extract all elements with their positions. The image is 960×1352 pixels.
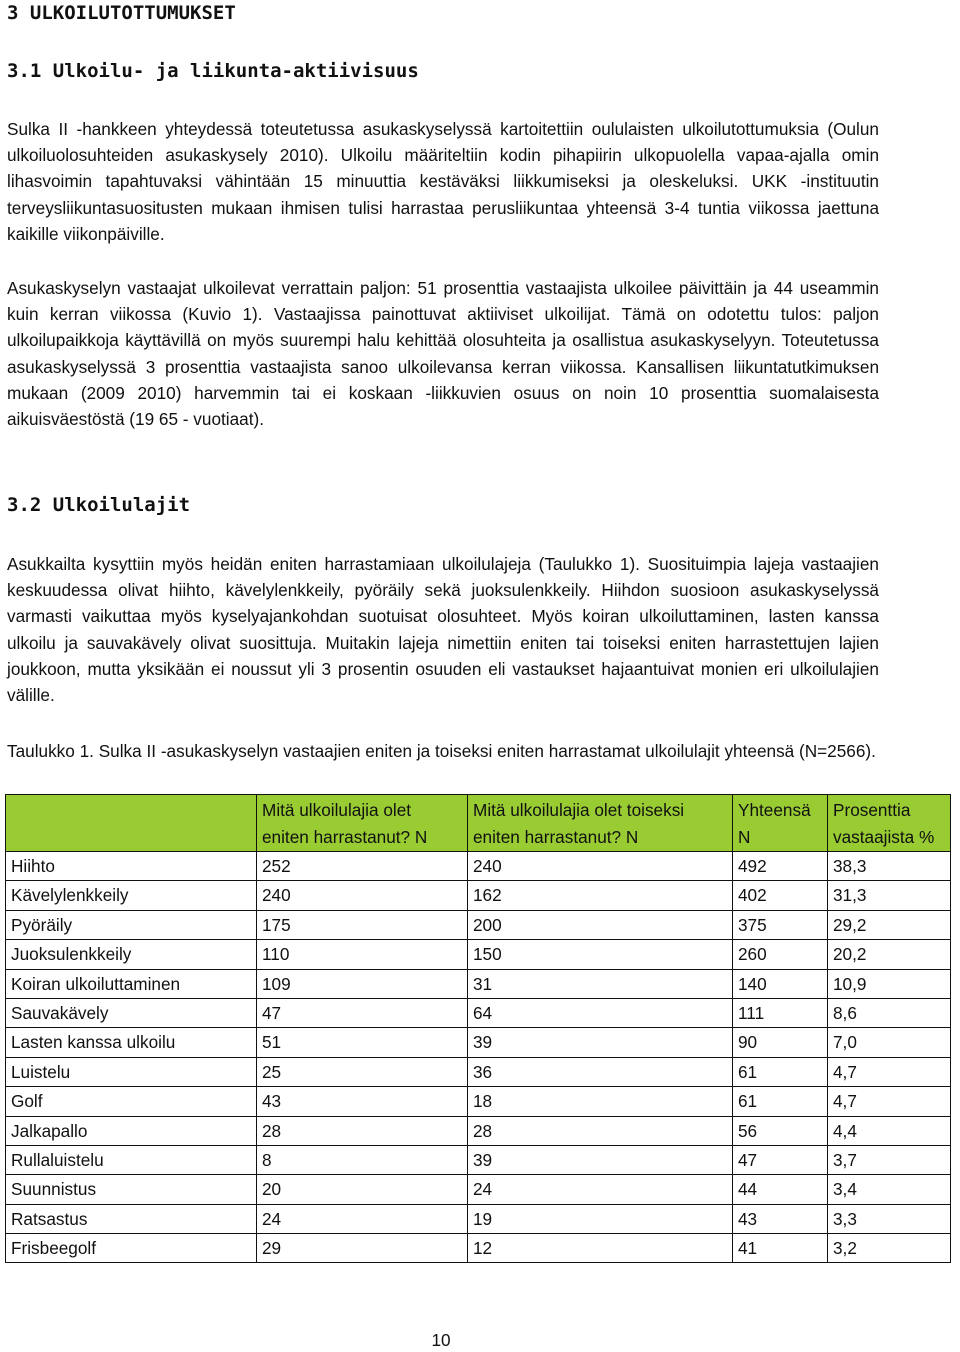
cell-percent: 3,4 bbox=[828, 1175, 951, 1204]
table-header-row bbox=[6, 795, 951, 852]
table-row bbox=[6, 1234, 951, 1263]
cell-most: 109 bbox=[257, 969, 468, 998]
table-caption: Taulukko 1. Sulka II -asukaskyselyn vastaajien eniten ja toiseksi eniten harrastamat ulkoilulajit yhteensä (N=2566). bbox=[7, 741, 876, 761]
cell-sport: Ratsastus bbox=[6, 1204, 257, 1233]
header-cell-total: Yhteensä N bbox=[733, 795, 828, 852]
cell-second: 240 bbox=[468, 852, 733, 881]
cell-second: 19 bbox=[468, 1204, 733, 1233]
cell-total: 111 bbox=[733, 998, 828, 1027]
header-cell-most: Mitä ulkoilulajia olet eniten harrastanut? N bbox=[257, 795, 468, 852]
cell-most: 43 bbox=[257, 1087, 468, 1116]
cell-second: 18 bbox=[468, 1087, 733, 1116]
paragraph-outdoor-definition: Sulka II -hankkeen yhteydessä toteutetussa asukaskyselyssä kartoitettiin oululaisten ulkoilutottumuksia (Oulun ulkoiluolosuhteiden asukaskysely 2010). Ulkoilu määriteltiin kodin pihapiirin ulkopuolella vapaa-ajalla omin lihasvoimin tapahtuvaksi vähintään 15 minuuttia kestäväksi liikkumiseksi ja oleskeluksi. UKK -instituutin terveysliikuntasuositusten mukaan ihmisen tulisi harrastaa perusliikuntaa yhteensä 3-4 tuntia viikossa jaettuna kaikille viikonpäiville. bbox=[7, 119, 879, 244]
table-row bbox=[6, 969, 951, 998]
cell-sport: Juoksulenkkeily bbox=[6, 940, 257, 969]
cell-sport: Kävelylenkkeily bbox=[6, 881, 257, 910]
cell-second: 36 bbox=[468, 1057, 733, 1086]
cell-second: 162 bbox=[468, 881, 733, 910]
cell-most: 25 bbox=[257, 1057, 468, 1086]
cell-percent: 4,7 bbox=[828, 1087, 951, 1116]
cell-most: 175 bbox=[257, 910, 468, 939]
cell-percent: 29,2 bbox=[828, 910, 951, 939]
cell-most: 110 bbox=[257, 940, 468, 969]
cell-percent: 10,9 bbox=[828, 969, 951, 998]
cell-second: 39 bbox=[468, 1028, 733, 1057]
cell-percent: 7,0 bbox=[828, 1028, 951, 1057]
cell-most: 8 bbox=[257, 1145, 468, 1174]
table-row bbox=[6, 940, 951, 969]
table-row bbox=[6, 1145, 951, 1174]
cell-second: 24 bbox=[468, 1175, 733, 1204]
cell-total: 61 bbox=[733, 1057, 828, 1086]
cell-total: 43 bbox=[733, 1204, 828, 1233]
cell-sport: Lasten kanssa ulkoilu bbox=[6, 1028, 257, 1057]
cell-most: 47 bbox=[257, 998, 468, 1027]
table-row bbox=[6, 852, 951, 881]
cell-total: 61 bbox=[733, 1087, 828, 1116]
table-row bbox=[6, 998, 951, 1027]
cell-sport: Pyöräily bbox=[6, 910, 257, 939]
cell-sport: Luistelu bbox=[6, 1057, 257, 1086]
table-body bbox=[6, 852, 951, 1263]
cell-sport: Suunnistus bbox=[6, 1175, 257, 1204]
cell-most: 20 bbox=[257, 1175, 468, 1204]
subsection-heading-activity: 3.1 Ulkoilu- ja liikunta-aktiivisuus bbox=[7, 60, 419, 82]
cell-sport: Golf bbox=[6, 1087, 257, 1116]
table-row bbox=[6, 881, 951, 910]
paragraph-sports: Asukkailta kysyttiin myös heidän eniten harrastamiaan ulkoilulajeja (Taulukko 1). Suosituimpia lajeja vastaajien keskuudessa olivat hiihto, kävelylenkkeily, pyöräily sekä juoksulenkkeily. Hiihdon suosioon asukaskyselyssä varmasti vaikuttaa myös kyselyajankohdan suotuisat olosuhteet. Myös koiran ulkoiluttaminen, lasten kanssa ulkoilu ja sauvakävely olivat suosittuja. Muitakin lajeja nimettiin eniten tai toiseksi eniten harrastettujen lajien joukkoon, mutta yksikään ei noussut yli 3 prosentin osuuden eli vastaukset hajaantuivat monien eri ulkoilulajien välille. bbox=[7, 554, 879, 706]
paragraph-survey-results: Asukaskyselyn vastaajat ulkoilevat verrattain paljon: 51 prosenttia vastaajista ulkoilee päivittäin ja 44 useammin kuin kerran viikossa (Kuvio 1). Vastaajissa painottuvat aktiiviset ulkoilijat. Tämä on odotettu tulos: paljon ulkoilupaikkoja käyttävillä on myös suurempi halu kehittää olosuhteita ja osallistua asukaskyselyyn. Toteutetussa asukaskyselyssä 3 prosenttia vastaajista sanoo ulkoilevansa kerran viikossa. Kansallisen liikuntatutkimuksen mukaan (2009 2010) harvemmin tai ei koskaan -liikkuvien osuus on noin 10 prosenttia suomalaisesta aikuisväestöstä (19 65 - vuotiaat). bbox=[7, 278, 879, 430]
cell-percent: 20,2 bbox=[828, 940, 951, 969]
header-cell-second: Mitä ulkoilulajia olet toiseksi eniten harrastanut? N bbox=[468, 795, 733, 852]
cell-total: 375 bbox=[733, 910, 828, 939]
cell-total: 260 bbox=[733, 940, 828, 969]
page-number: 10 bbox=[431, 1330, 451, 1350]
table-row bbox=[6, 910, 951, 939]
cell-most: 29 bbox=[257, 1234, 468, 1263]
cell-total: 402 bbox=[733, 881, 828, 910]
cell-total: 47 bbox=[733, 1145, 828, 1174]
table-row bbox=[6, 1057, 951, 1086]
cell-second: 28 bbox=[468, 1116, 733, 1145]
header-cell-percent: Prosenttia vastaajista % bbox=[828, 795, 951, 852]
cell-percent: 3,7 bbox=[828, 1145, 951, 1174]
cell-most: 51 bbox=[257, 1028, 468, 1057]
cell-percent: 3,3 bbox=[828, 1204, 951, 1233]
cell-most: 240 bbox=[257, 881, 468, 910]
cell-second: 39 bbox=[468, 1145, 733, 1174]
cell-percent: 3,2 bbox=[828, 1234, 951, 1263]
header-cell-sport bbox=[6, 795, 257, 852]
table-row bbox=[6, 1116, 951, 1145]
cell-percent: 4,4 bbox=[828, 1116, 951, 1145]
cell-second: 31 bbox=[468, 969, 733, 998]
cell-most: 252 bbox=[257, 852, 468, 881]
cell-total: 90 bbox=[733, 1028, 828, 1057]
cell-sport: Koiran ulkoiluttaminen bbox=[6, 969, 257, 998]
table-row bbox=[6, 1028, 951, 1057]
cell-most: 28 bbox=[257, 1116, 468, 1145]
cell-total: 56 bbox=[733, 1116, 828, 1145]
cell-percent: 38,3 bbox=[828, 852, 951, 881]
table-row bbox=[6, 1087, 951, 1116]
cell-most: 24 bbox=[257, 1204, 468, 1233]
cell-second: 12 bbox=[468, 1234, 733, 1263]
table-row bbox=[6, 1204, 951, 1233]
cell-second: 64 bbox=[468, 998, 733, 1027]
cell-percent: 8,6 bbox=[828, 998, 951, 1027]
cell-second: 200 bbox=[468, 910, 733, 939]
cell-total: 140 bbox=[733, 969, 828, 998]
cell-sport: Hiihto bbox=[6, 852, 257, 881]
cell-sport: Rullaluistelu bbox=[6, 1145, 257, 1174]
table-row bbox=[6, 1175, 951, 1204]
cell-percent: 31,3 bbox=[828, 881, 951, 910]
cell-sport: Frisbeegolf bbox=[6, 1234, 257, 1263]
cell-sport: Jalkapallo bbox=[6, 1116, 257, 1145]
cell-total: 41 bbox=[733, 1234, 828, 1263]
section-heading: 3 ULKOILUTOTTUMUKSET bbox=[7, 2, 236, 24]
cell-total: 492 bbox=[733, 852, 828, 881]
cell-second: 150 bbox=[468, 940, 733, 969]
sports-table bbox=[5, 794, 951, 1263]
cell-total: 44 bbox=[733, 1175, 828, 1204]
cell-percent: 4,7 bbox=[828, 1057, 951, 1086]
cell-sport: Sauvakävely bbox=[6, 998, 257, 1027]
subsection-heading-sports: 3.2 Ulkoilulajit bbox=[7, 494, 191, 516]
